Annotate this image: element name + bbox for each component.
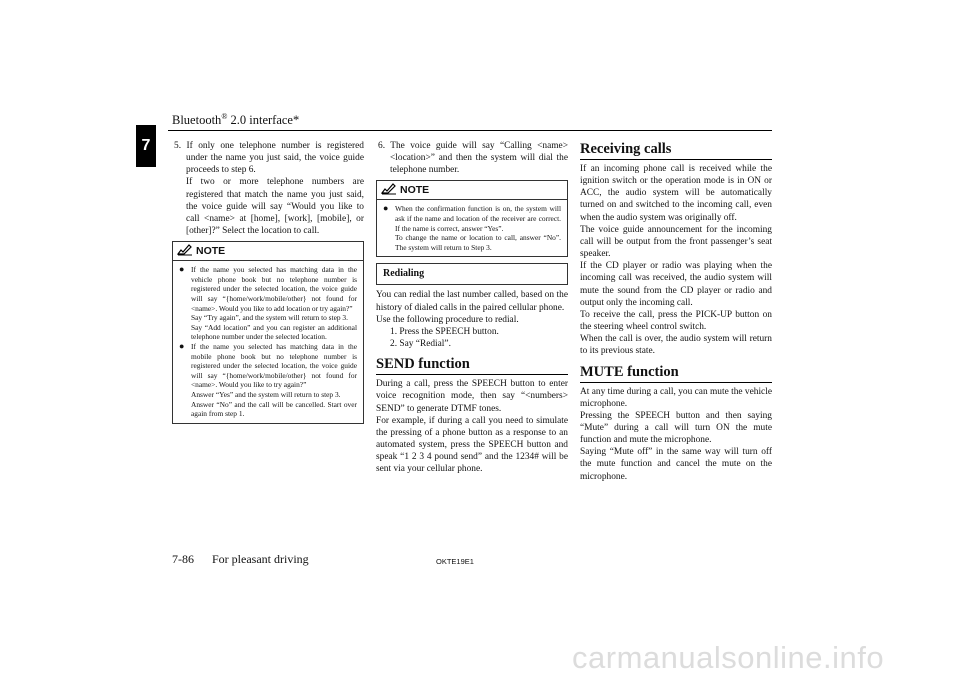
note-header: [173, 242, 363, 261]
header-rule: [168, 130, 772, 131]
step-5-continued: If two or more telephone numbers are registered that match the name you just said, the voice guide will say “Would you like to call <name> at [home], [work], [mobile], or [other]?” Select the location to call.: [186, 177, 364, 237]
redial-paragraph: You can redial the last number called, based on the history of dialed calls in the paired cellular phone.: [376, 290, 568, 313]
redial-paragraph: Use the following procedure to redial.: [376, 314, 519, 325]
note-box-1: [172, 241, 364, 424]
chapter-number: 7: [141, 137, 151, 154]
note-bullet-text: If the name you selected has matching data in the mobile phone book but no telephone number is registered under the selected location, the voice guide will say “{home/work/mobile/other} not found for <name>. Would you like to try again?” Answer “Yes” and the system will return to step 3. Answer “No” and the call will be cancelled. Start over again from step 1.: [191, 342, 357, 419]
header-title-main: Bluetooth: [172, 113, 222, 128]
note-bullet: [179, 265, 357, 342]
page-number: 7-86: [172, 552, 194, 566]
note-bullet: [383, 204, 561, 252]
watermark: carmanualsonline.info: [572, 640, 885, 675]
send-paragraph: During a call, press the SPEECH button to enter voice recognition mode, then say “<numbers> SEND” to generate DTMF tones.: [376, 379, 568, 414]
note-box-2: [376, 180, 568, 257]
receiving-paragraph: To receive the call, press the PICK-UP button on the steering wheel control switch.: [580, 309, 772, 333]
note-bullet-text: If the name you selected has matching data in the vehicle phone book but no telephone number is registered under the selected location, the voice guide will say “{home/work/mobile/other} not found for <name>. Would you like to add location or try again?” Say “Try again”, and the system will return to step 3. Say “Add location” and you can register an additional telephone number under the selected location.: [191, 265, 357, 342]
pencil-note-icon: [381, 183, 397, 198]
header-title-suffix: 2.0 interface*: [227, 113, 300, 128]
bullet-icon: ●: [179, 264, 185, 275]
pencil-note-icon: [177, 244, 193, 259]
send-function-heading: SEND function: [376, 355, 568, 375]
column-3: [580, 140, 772, 483]
step-5: 5. If only one telephone number is registered under the name you just said, the voice guide proceeds to step 6.: [174, 141, 364, 176]
mute-paragraph: Pressing the SPEECH button and then saying “Mute” during a call will turn ON the mute function and mute the microphone.: [580, 410, 772, 446]
note-bullet-text: When the confirmation function is on, the system will ask if the name and location of the receiver are correct. If the name is correct, answer “Yes”. To change the name or location to call, answer “No”. The system will return to Step 3.: [395, 204, 561, 252]
send-paragraph: For example, if during a call you need to simulate the pressing of a phone button as a response to an automated system, press the SPEECH button and speak “1 2 3 4 pound send” and the 1234# will be sent via your cellular phone.: [376, 415, 568, 475]
column-1: [172, 140, 364, 424]
note-bullet: [179, 342, 357, 419]
footer-section: For pleasant driving: [212, 552, 309, 566]
bullet-icon: ●: [383, 203, 389, 214]
document-code: OKTE19E1: [436, 557, 474, 566]
redialing-heading: Redialing: [376, 263, 568, 285]
mute-paragraph: Saying “Mute off” in the same way will turn off the mute function and cancel the mute on the microphone.: [580, 447, 772, 482]
column-2: [376, 140, 568, 475]
registered-mark: ®: [221, 112, 228, 121]
chapter-tab: [136, 125, 156, 167]
redial-step-2: 2. Say “Redial”.: [390, 339, 451, 350]
receiving-paragraph: If the CD player or radio was playing when the incoming call was received, the audio system will mute the sound from the CD player or radio and output only the incoming call.: [580, 261, 772, 308]
note-header: [377, 181, 567, 200]
bullet-icon: ●: [179, 341, 185, 351]
note-label: NOTE: [400, 184, 430, 197]
step-6: 6. The voice guide will say “Calling <name> <location>” and then the system will dial the telephone number.: [378, 141, 568, 176]
footer-page-label: [172, 552, 309, 567]
receiving-calls-heading: Receiving calls: [580, 140, 772, 160]
redial-step-1: 1. Press the SPEECH button.: [390, 326, 499, 337]
mute-paragraph: At any time during a call, you can mute the vehicle microphone.: [580, 386, 772, 409]
note-label: NOTE: [196, 245, 226, 258]
receiving-paragraph: When the call is over, the audio system will return to its previous state.: [580, 334, 772, 357]
mute-function-heading: MUTE function: [580, 363, 772, 383]
receiving-paragraph: If an incoming phone call is received while the ignition switch or the operation mode is in ON or ACC, the audio system will be automatically turned on and switched to the incoming call, even when the audio system was originally off.: [580, 164, 772, 223]
header-title: [172, 112, 299, 128]
receiving-paragraph: The voice guide announcement for the incoming call will be output from the front passenger’s seat speaker.: [580, 224, 772, 260]
